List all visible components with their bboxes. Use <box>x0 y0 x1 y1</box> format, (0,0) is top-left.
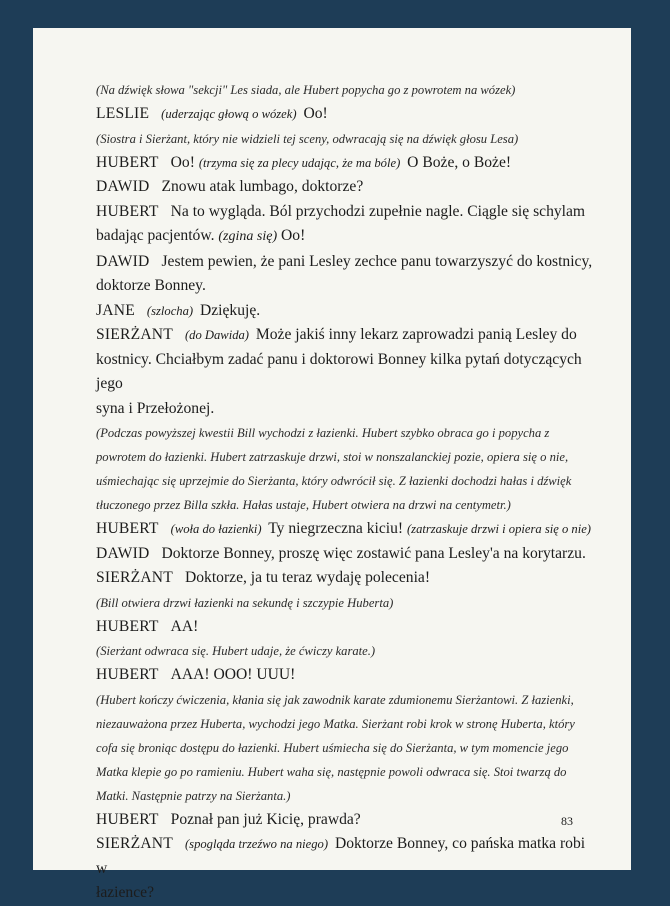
stage-direction: tłuczonego przez Billa szkła. Hałas ustaje, Hubert otwiera na drzwi na centymetr.) <box>96 498 511 512</box>
line-text: Znowu atak lumbago, doktorze? <box>161 178 364 195</box>
dialogue-line <box>96 832 597 881</box>
speaker-name: SIERŻANT <box>96 326 173 343</box>
stage-direction: uśmiechając się uprzejmie do Sierżanta, który odwrócił się. Z łazienki dochodzi hałas i dźwięk <box>96 474 572 488</box>
dialogue-line <box>96 663 597 688</box>
dialogue-line <box>96 323 597 348</box>
stage-direction: Matki. Następnie patrzy na Sierżanta.) <box>96 788 291 803</box>
line-text: Może jakiś inny lekarz zaprowadzi panią Lesley do <box>255 326 577 343</box>
stage-direction: (Hubert kończy ćwiczenia, kłania się jak zawodnik karate zdumionemu Sierżantowi. Z łazienki, <box>96 692 574 707</box>
speaker-name: SIERŻANT <box>96 835 173 852</box>
speaker-name: SIERŻANT <box>96 569 173 586</box>
dialogue-line <box>96 542 597 567</box>
speaker-name: HUBERT <box>96 810 159 828</box>
dialogue-line <box>96 102 597 127</box>
speaker-name: JANE <box>96 301 135 319</box>
line-text: Jestem pewien, że pani Lesley zechce panu towarzyszyć do kostnicy, <box>161 252 593 270</box>
speaker-name: DAWID <box>96 252 150 270</box>
dialogue-line <box>96 250 597 275</box>
line-text: O Boże, o Boże! <box>407 153 512 171</box>
inline-direction: (trzyma się za plecy udając, że ma bóle) <box>198 155 401 170</box>
line-text: badając pacjentów. <box>96 227 215 244</box>
speaker-name: HUBERT <box>96 202 159 220</box>
inline-direction: (uderzając głową o wózek) <box>161 107 297 121</box>
inline-direction: (do Dawida) <box>184 328 249 342</box>
stage-direction: powrotem do łazienki. Hubert zatrzaskuje drzwi, stoi w nonszalanckiej pozie, opiera się o nie, <box>96 450 569 464</box>
line-text: Dziękuję. <box>200 301 261 319</box>
line-text: Doktorze, ja tu teraz wydaję polecenia! <box>184 569 431 586</box>
line-text: Doktorze Bonney, co pańska matka robi w <box>96 835 586 877</box>
inline-direction: (zatrzaskuje drzwi i opiera się o nie) <box>406 522 591 536</box>
dialogue-line <box>96 517 597 542</box>
inline-direction: (szlocha) <box>146 303 194 318</box>
dialogue-line <box>96 566 597 591</box>
stage-direction: cofa się broniąc dostępu do łazienki. Hubert uśmiecha się do Sierżanta, w tym momencie jego <box>96 740 569 755</box>
dialogue-continuation: doktorze Bonney. <box>96 277 206 294</box>
speaker-name: HUBERT <box>96 520 159 537</box>
inline-direction: (spogląda trzeźwo na niego) <box>184 837 329 851</box>
stage-direction: (Podczas powyższej kwestii Bill wychodzi z łazienki. Hubert szybko obraca go i popycha z <box>96 426 550 440</box>
line-text: Oo! <box>170 153 195 171</box>
dialogue-continuation: syna i Przełożonej. <box>96 399 215 417</box>
line-text: Oo! <box>303 105 328 122</box>
dialogue-line <box>96 299 597 324</box>
page-number: 83 <box>561 814 573 828</box>
dialogue-line <box>96 200 597 225</box>
script-page <box>33 28 631 901</box>
line-text: Doktorze Bonney, proszę więc zostawić pana Lesley'a na korytarzu. <box>161 544 586 562</box>
stage-direction: Matka klepie go po ramieniu. Hubert waha się, następnie powoli odwraca się. Stoi twarzą do <box>96 764 567 779</box>
dialogue-line <box>96 808 597 833</box>
stage-direction: (Sierżant odwraca się. Hubert udaje, że ćwiczy karate.) <box>96 644 376 658</box>
line-text: Ty niegrzeczna kiciu! <box>268 520 404 537</box>
line-text: AA! <box>170 617 199 635</box>
dialogue-continuation: kostnicy. Chciałbym zadać panu i doktorowi Bonney kilka pytań dotyczących jego <box>96 350 582 392</box>
dialogue-line <box>96 151 597 176</box>
speaker-name: HUBERT <box>96 617 159 635</box>
dialogue-continuation: łazience? <box>96 884 154 901</box>
line-text: Na to wygląda. Ból przychodzi zupełnie nagle. Ciągle się schylam <box>170 202 586 220</box>
dialogue-continuation <box>96 224 597 250</box>
inline-direction: (zgina się) <box>218 229 278 244</box>
speaker-name: HUBERT <box>96 153 159 171</box>
speaker-name: LESLIE <box>96 105 150 122</box>
speaker-name: HUBERT <box>96 666 159 683</box>
line-text: AAA! OOO! UUU! <box>170 666 296 683</box>
line-text: Poznał pan już Kicię, prawda? <box>170 810 361 828</box>
inline-direction: (woła do łazienki) <box>170 522 262 536</box>
line-text: Oo! <box>281 227 306 244</box>
stage-direction: (Na dźwięk słowa "sekcji" Les siada, ale Hubert popycha go z powrotem na wózek) <box>96 83 516 97</box>
stage-direction: (Bill otwiera drzwi łazienki na sekundę i szczypie Huberta) <box>96 595 394 610</box>
speaker-name: DAWID <box>96 544 150 562</box>
dialogue-line <box>96 175 597 200</box>
stage-direction: (Siostra i Sierżant, który nie widzieli tej sceny, odwracają się na dźwięk głosu Lesa) <box>96 131 519 146</box>
stage-direction: niezauważona przez Huberta, wychodzi jego Matka. Sierżant robi krok w stronę Huberta, który <box>96 716 575 731</box>
speaker-name: DAWID <box>96 178 150 195</box>
dialogue-line <box>96 615 597 640</box>
